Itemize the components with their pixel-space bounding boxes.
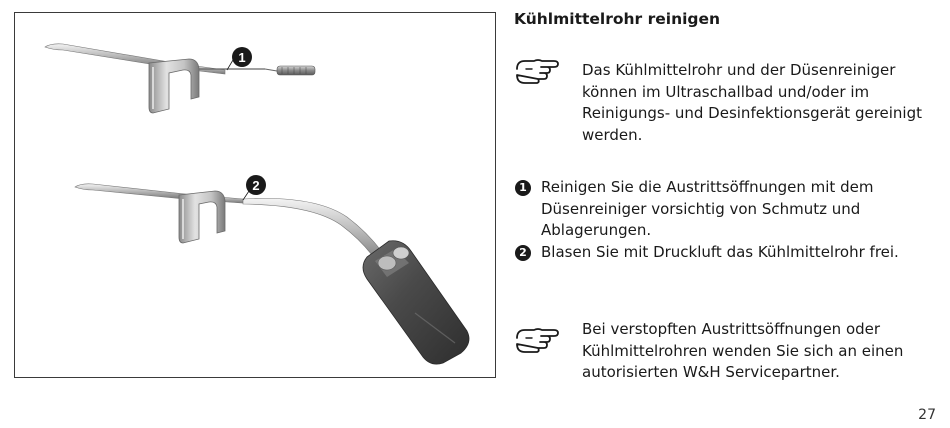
page-number: 27 [918, 407, 936, 423]
step-line: Blasen Sie mit Druckluft das Kühlmittelrohr frei. [541, 242, 899, 261]
callout-1-label: 1 [238, 50, 246, 65]
tube-clip-lower [179, 191, 225, 243]
step-line: Reinigen Sie die Austrittsöffnungen mit dem [541, 178, 874, 196]
step-line: Düsenreiniger vorsichtig von Schmutz und [541, 199, 861, 218]
step-number: 1 [515, 180, 531, 196]
step-item [514, 242, 934, 264]
cleaning-steps [514, 177, 934, 263]
note-service-partner [582, 319, 942, 384]
note-line: autorisierten W&H Servicepartner. [582, 363, 840, 381]
step-line: Ablagerungen. [541, 221, 652, 239]
coolant-tube-illustration [15, 13, 495, 377]
air-syringe [243, 198, 469, 364]
pointing-hand-icon [514, 324, 560, 354]
note-cleaning-methods [582, 60, 942, 146]
nozzle-cleaner-brush [277, 66, 315, 75]
note-line: Reinigungs- und Desinfektionsgerät gereinigt [582, 104, 923, 122]
note-line: werden. [582, 125, 643, 144]
callout-2 [243, 175, 266, 200]
step-number: 2 [515, 245, 531, 261]
tube-clip-upper [149, 59, 199, 113]
illustration-frame [14, 12, 496, 378]
note-line: Das Kühlmittelrohr und der Düsenreiniger [582, 61, 896, 79]
note-line: Bei verstopften Austrittsöffnungen oder [582, 320, 881, 338]
callout-2-label: 2 [252, 178, 260, 193]
callout-1 [227, 47, 252, 70]
step-item [514, 177, 934, 242]
note-line: Kühlmittelrohren wenden Sie sich an einen [582, 341, 904, 360]
section-heading: Kühlmittelrohr reinigen [514, 10, 721, 28]
note-line: können im Ultraschallbad und/oder im [582, 82, 870, 101]
pointing-hand-icon [514, 55, 560, 85]
